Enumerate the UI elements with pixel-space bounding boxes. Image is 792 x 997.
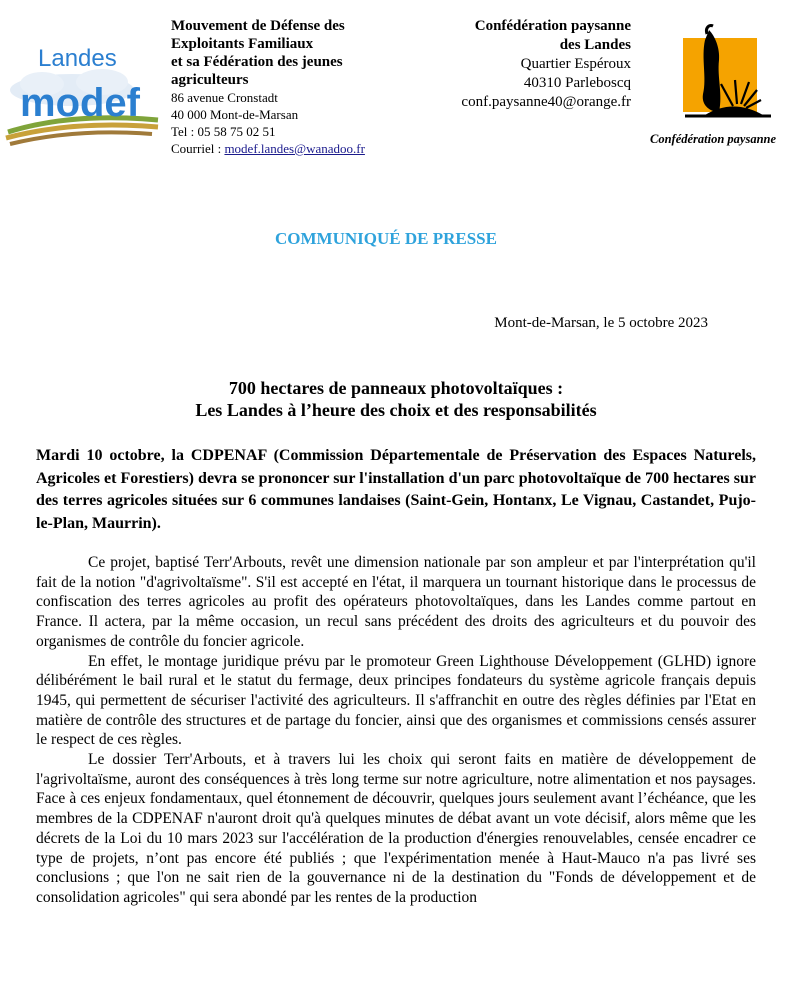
modef-address-city: 40 000 Mont-de-Marsan [171, 107, 299, 122]
modef-org-line-3: et sa Fédération des jeunes [171, 54, 343, 70]
headline-line-1: 700 hectares de panneaux photovoltaïques : [228, 378, 564, 398]
modef-logo [2, 20, 162, 152]
headline [36, 377, 756, 421]
conf-org-line-1: Confédération paysanne [474, 18, 631, 34]
body-paragraph-2: En effet, le montage juridique prévu par le promoteur Green Lighthouse Développement (GLHD) ignore délibérément le bail rural et le statut du fermage, deux principes fondateurs du système agricole français depuis 1945, qui permettent de sécuriser l'activité des agriculteurs. Il s'affranchit en outre des règles définies par l'Etat en matière de contrôle des structures et de partage du foncier, ainsi que des organismes et commissions censés assurer le respect de ces règles. [36, 652, 756, 749]
modef-logo-landes-text: Landes [38, 45, 117, 72]
modef-phone: Tel : 05 58 75 02 51 [171, 124, 276, 139]
modef-org-line-1: Mouvement de Défense des [171, 18, 345, 34]
modef-email-link[interactable]: modef.landes@wanadoo.fr [224, 141, 365, 156]
conf-org-line-2: des Landes [559, 37, 631, 53]
headline-line-2: Les Landes à l’heure des choix et des responsabilités [195, 400, 597, 420]
body-text [36, 553, 756, 908]
lead-paragraph: Mardi 10 octobre, la CDPENAF (Commission Départementale de Préservation des Espaces Naturels, Agricoles et Forestiers) devra se prononcer sur l'installation d'un parc photovoltaïque de 700 hectares sur des terres agricoles situées sur 6 communes landaises (Saint-Gein, Hontanx, Le Vignau, Castandet, Pujo-le-Plan, Maurrin). [36, 447, 756, 532]
modef-address-street: 86 avenue Cronstadt [171, 90, 278, 105]
modef-email-label: Courriel : [171, 141, 225, 156]
conf-address-street: Quartier Espéroux [520, 56, 631, 72]
modef-org-line-2: Exploitants Familiaux [171, 36, 314, 52]
confederation-paysanne-logo [645, 20, 792, 150]
conf-email: conf.paysanne40@orange.fr [461, 94, 631, 110]
modef-logo-graphic [2, 20, 162, 152]
body-paragraph-3: Le dossier Terr'Arbouts, et à travers lui les choix qui seront faits en matière de développement de l'agrivoltaïsme, auront des conséquences à très long terme sur notre agriculture, notre alimentation et nos paysages. Face à ces enjeux fondamentaux, quel étonnement de découvrir, quelques jours seulement avant l’échéance, que les membres de la CDPENAF n'auront droit qu'à quelques minutes de débat avant un vote décisif, alors même que les décrets de la Loi du 10 mars 2023 sur l'accélération de la production d'énergies renouvelables, censée encadrer ce type de projets, n’ont pas encore été publiés ; que l'expérimentation menée à Haut-Mauco n'a pas livré ses conclusions ; que l'on ne sait rien de la gouvernance ni de la destination du "Fonds de développement et de consolidation agricoles" qui sera abondé par les rentes de la production [36, 751, 756, 906]
date-line: Mont-de-Marsan, le 5 octobre 2023 [494, 315, 708, 331]
modef-address-block [171, 17, 421, 157]
press-release-title: COMMUNIQUÉ DE PRESSE [275, 229, 497, 248]
body-paragraph-1: Ce projet, baptisé Terr'Arbouts, revêt une dimension nationale par son ampleur et par l'interprétation qu'il fait de la notion "d'agrivoltaïsme". S'il est accepté en l'état, il marquera un tournant historique dans le processus de confiscation des terres agricoles au profit des opérateurs photovoltaïques, dans les Landes comme partout en France. Il actera, par la même occasion, un recul sans précédent des droits des agriculteurs et du pouvoir des organismes de contrôle du foncier agricole. [36, 554, 756, 650]
confederation-paysanne-logo-caption: Confédération paysanne [650, 132, 777, 146]
confederation-paysanne-logo-graphic [645, 20, 792, 150]
modef-org-line-4: agriculteurs [171, 72, 249, 88]
conf-address-block [425, 17, 631, 112]
conf-address-city: 40310 Parleboscq [523, 75, 631, 91]
modef-email-line [171, 140, 421, 157]
modef-logo-modef-text: modef [20, 81, 140, 125]
